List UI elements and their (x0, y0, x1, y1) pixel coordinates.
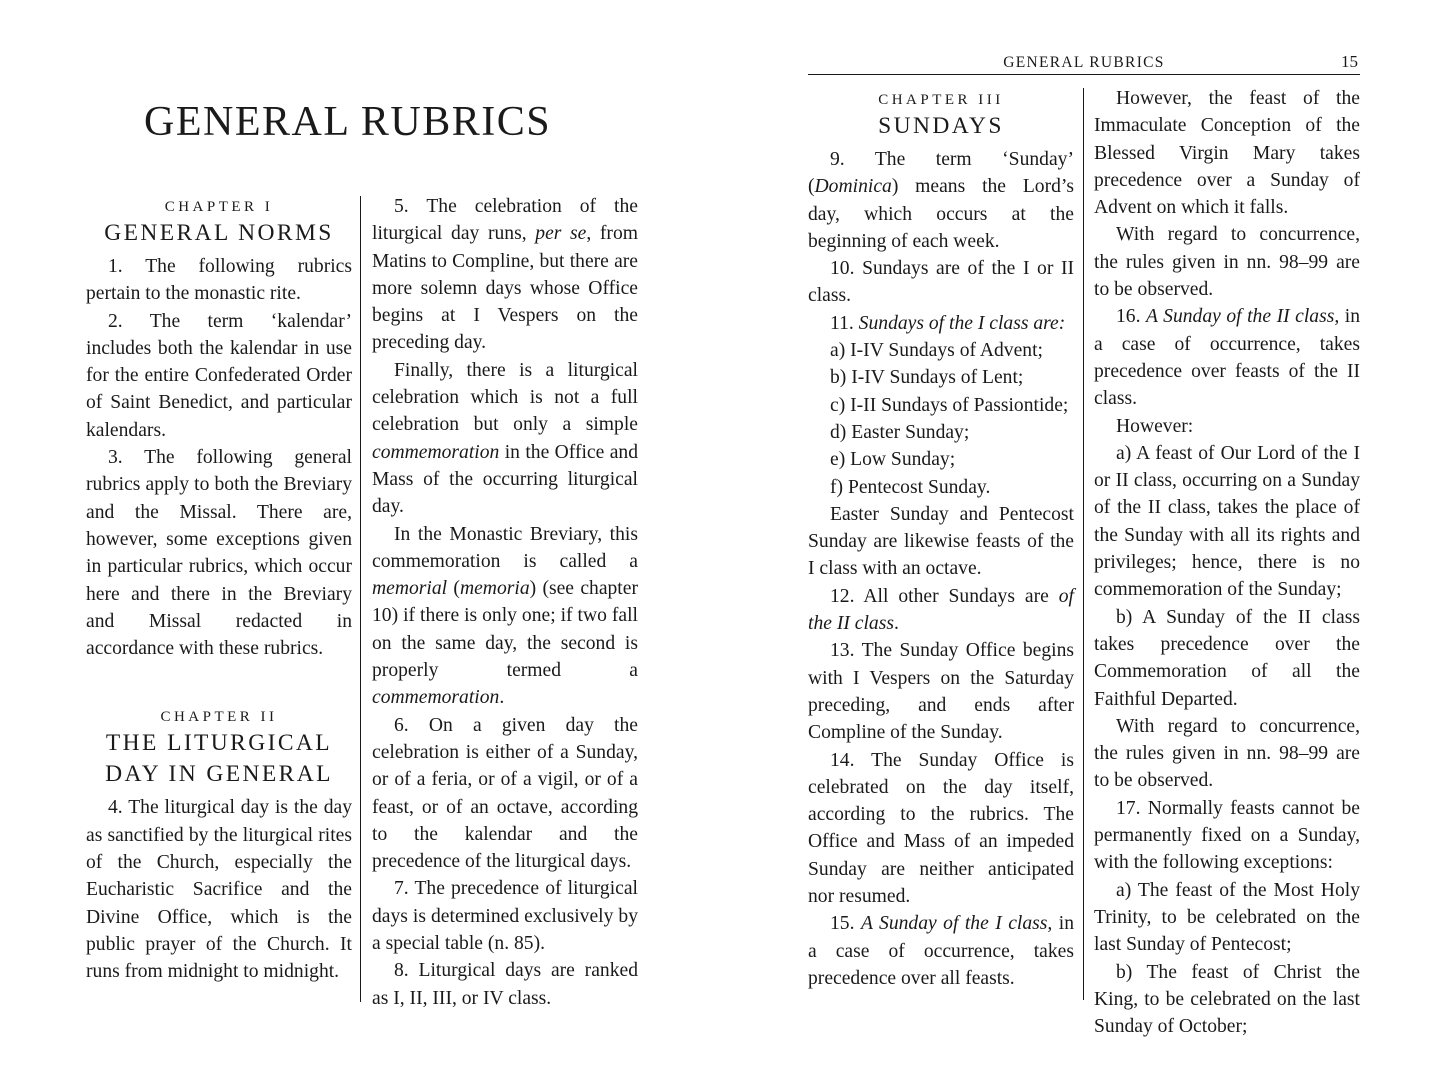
running-title: GENERAL RUBRICS (1003, 54, 1165, 71)
paragraph: 10. Sundays are of the I or II class. (808, 258, 1074, 307)
paragraph: With regard to concurrence, the rules given in nn. 98–99 are to be observed. (1094, 715, 1360, 792)
chapter-label: CHAPTER II (160, 709, 278, 726)
column-divider (360, 196, 361, 1002)
right-column-2 (1094, 85, 1360, 1040)
paragraph: 5. The celebration of the liturgical day runs, per se, from Matins to Compline, but there are more solemn days whose Office begins at I Vespers on the preceding day. (372, 196, 638, 354)
column-divider (1083, 88, 1084, 1000)
list-item: f) Pentecost Sunday. (830, 476, 991, 498)
list-item: d) Easter Sunday; (830, 421, 970, 443)
paragraph: 14. The Sunday Office is celebrated on the day itself, according to the rubrics. The Office and Mass of an impeded Sunday are neither anticipated nor resumed. (808, 749, 1074, 908)
chapter-title: GENERAL NORMS (104, 220, 334, 246)
paragraph: In the Monastic Breviary, this commemoration is called a memorial (memoria) (see chapter 10) if there is only one; if two fall on the same day, the second is properly termed a commemoration. (372, 523, 638, 709)
left-column-2 (372, 193, 638, 1012)
list-item: c) I-II Sundays of Passiontide; (830, 394, 1069, 416)
list-item: e) Low Sunday; (830, 449, 956, 471)
list-item: a) The feast of the Most Holy Trinity, to be celebrated on the last Sunday of Pentecost; (1094, 879, 1360, 956)
right-column-1 (808, 89, 1074, 992)
paragraph: However, the feast of the Immaculate Conception of the Blessed Virgin Mary takes precedence over a Sunday of Advent on which it falls. (1094, 88, 1360, 219)
paragraph: Finally, there is a liturgical celebration which is not a full celebration but only a simple commemoration in the Office and Mass of the occurring liturgical day. (372, 359, 638, 518)
left-page (0, 0, 722, 1084)
chapter-label: CHAPTER III (878, 92, 1004, 108)
paragraph: 16. A Sunday of the II class, in a case of occurrence, takes precedence over feasts of the II class. (1094, 306, 1360, 410)
paragraph: 12. All other Sundays are of the II class. (808, 585, 1074, 635)
paragraph: 8. Liturgical days are ranked as I, II, III, or IV class. (372, 960, 638, 1009)
list-item: b) The feast of Christ the King, to be celebrated on the last Sunday of October; (1094, 961, 1360, 1038)
paragraph: 1. The following rubrics pertain to the monastic rite. (86, 256, 352, 305)
paragraph: 2. The term ‘kalendar’ includes both the kalendar in use for the entire Confederated Order of Saint Benedict, and particular kalendars. (86, 310, 352, 441)
paragraph: Easter Sunday and Pentecost Sunday are likewise feasts of the I class with an octave. (808, 503, 1074, 580)
paragraph: 4. The liturgical day is the day as sanctified by the liturgical rites of the Church, especially the Eucharistic Sacrifice and the Divine Office, which is the public prayer of the Church. It runs from midnight to midnight. (86, 797, 352, 983)
chapter-title: DAY IN GENERAL (105, 761, 333, 788)
paragraph: However: (1116, 415, 1194, 437)
paragraph: 17. Normally feasts cannot be permanently fixed on a Sunday, with the following exceptions: (1094, 797, 1360, 874)
list-item: a) I-IV Sundays of Advent; (830, 340, 1043, 362)
running-head (808, 52, 1360, 75)
page-title: GENERAL RUBRICS (144, 99, 552, 145)
chapter-title: THE LITURGICAL (105, 730, 333, 757)
list-item: b) I-IV Sundays of Lent; (830, 367, 1024, 389)
paragraph: 13. The Sunday Office begins with I Vespers on the Saturday preceding, and ends after Compline of the Sunday. (808, 640, 1074, 744)
left-column-1 (86, 196, 352, 986)
paragraph: 6. On a given day the celebration is either of a Sunday, or of a feria, or of a vigil, or of a feast, or of an octave, according to the kalendar and the precedence of the liturgical days. (372, 714, 638, 873)
chapter-title: SUNDAYS (878, 113, 1004, 139)
chapter-label: CHAPTER I (164, 199, 274, 215)
list-item: a) A feast of Our Lord of the I or II class, occurring on a Sunday of the II class, takes the place of the Sunday with all its rights and privileges; hence, there is no commemoration of the Sunday; (1094, 442, 1360, 601)
paragraph: 9. The term ‘Sunday’ (Dominica) means the Lord’s day, which occurs at the beginning of each week. (808, 149, 1074, 252)
paragraph: 15. A Sunday of the I class, in a case of occurrence, takes precedence over all feasts. (808, 913, 1075, 989)
list-item: b) A Sunday of the II class takes precedence over the Commemoration of all the Faithful Departed. (1094, 606, 1360, 710)
paragraph: With regard to concurrence, the rules given in nn. 98–99 are to be observed. (1094, 224, 1360, 301)
paragraph: 7. The precedence of liturgical days is determined exclusively by a special table (n. 85). (372, 878, 638, 955)
paragraph: 3. The following general rubrics apply to both the Breviary and the Missal. There are, however, some exceptions given in particular rubrics, which occur here and there in the Breviary and Missal redacted in accordance with these rubrics. (86, 447, 352, 660)
right-page (722, 0, 1445, 1084)
page-number: 15 (1341, 52, 1358, 71)
paragraph: 11. Sundays of the I class are: (830, 312, 1066, 334)
